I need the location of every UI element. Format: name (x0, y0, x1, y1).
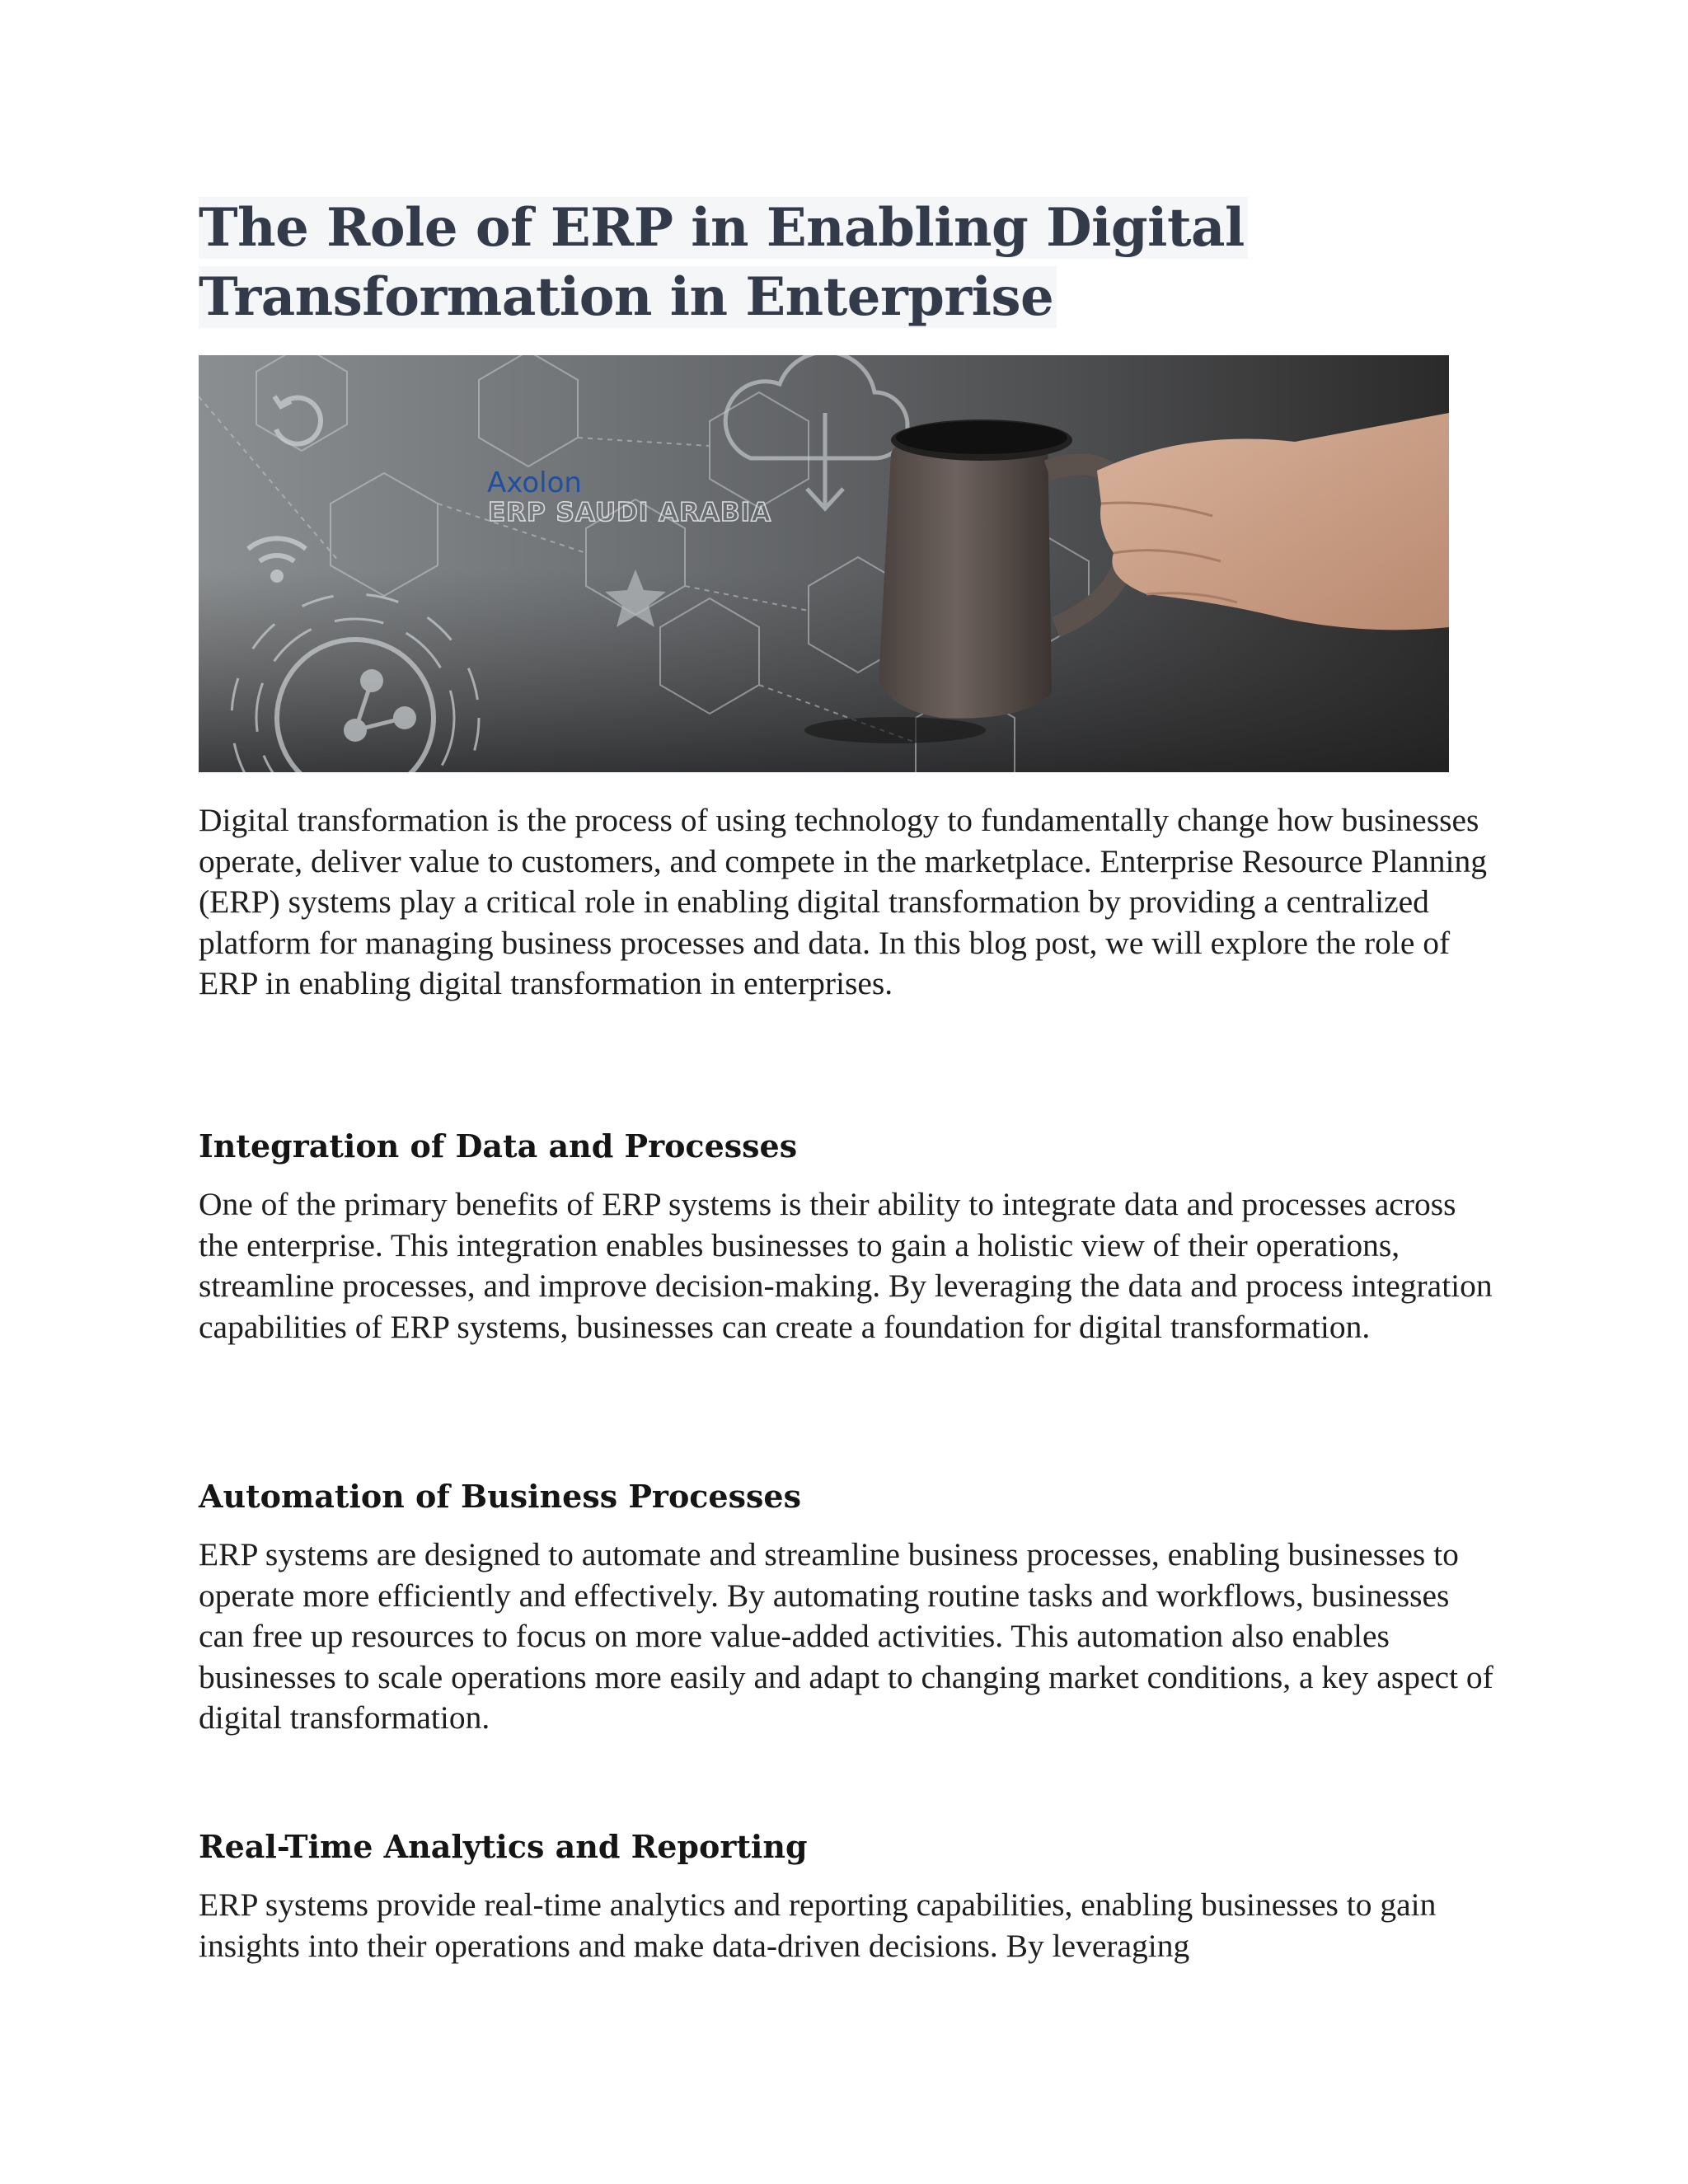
section-analytics (199, 1827, 1501, 1966)
article-header (199, 194, 1484, 332)
title-line-1: The Role of ERP in Enabling Digital (199, 197, 1248, 259)
section-heading: Real-Time Analytics and Reporting (199, 1828, 808, 1865)
title-line-2: Transformation in Enterprise (199, 266, 1057, 328)
section-integration (199, 1127, 1501, 1347)
section-heading: Automation of Business Processes (199, 1478, 801, 1515)
intro-paragraph-block (199, 800, 1501, 1005)
logo-subtext: ERP SAUDI ARABIA (488, 498, 772, 527)
hero-image (199, 355, 1449, 772)
page-title (199, 194, 1484, 332)
section-automation (199, 1477, 1501, 1739)
section-body: ERP systems are designed to automate and streamline business processes, enabling businesses to operate more efficiently and effectively. By automating routine tasks and workflows, businesses can free up resources to focus on more value-added activities. This automation also enables businesses to scale operations more easily and adapt to changing market conditions, a key aspect of digital transformation. (199, 1536, 1493, 1736)
logo-text: Axolon (487, 466, 582, 499)
section-body: One of the primary benefits of ERP systems is their ability to integrate data and processes across the enterprise. This integration enables businesses to gain a holistic view of their operations, streamline processes, and improve decision-making. By leveraging the data and process integration capabilities of ERP systems, businesses can create a foundation for digital transformation. (199, 1186, 1493, 1345)
intro-paragraph: Digital transformation is the process of using technology to fundamentally change how businesses operate, deliver value to customers, and compete in the marketplace. Enterprise Resource Planning (ERP) systems play a critical role in enabling digital transformation by providing a centralized platform for managing business processes and data. In this blog post, we will explore the role of ERP in enabling digital transformation in enterprises. (199, 802, 1487, 1001)
section-body: ERP systems provide real-time analytics and reporting capabilities, enabling businesses to gain insights into their operations and make data-driven decisions. By leveraging (199, 1886, 1437, 1964)
section-heading: Integration of Data and Processes (199, 1127, 798, 1165)
